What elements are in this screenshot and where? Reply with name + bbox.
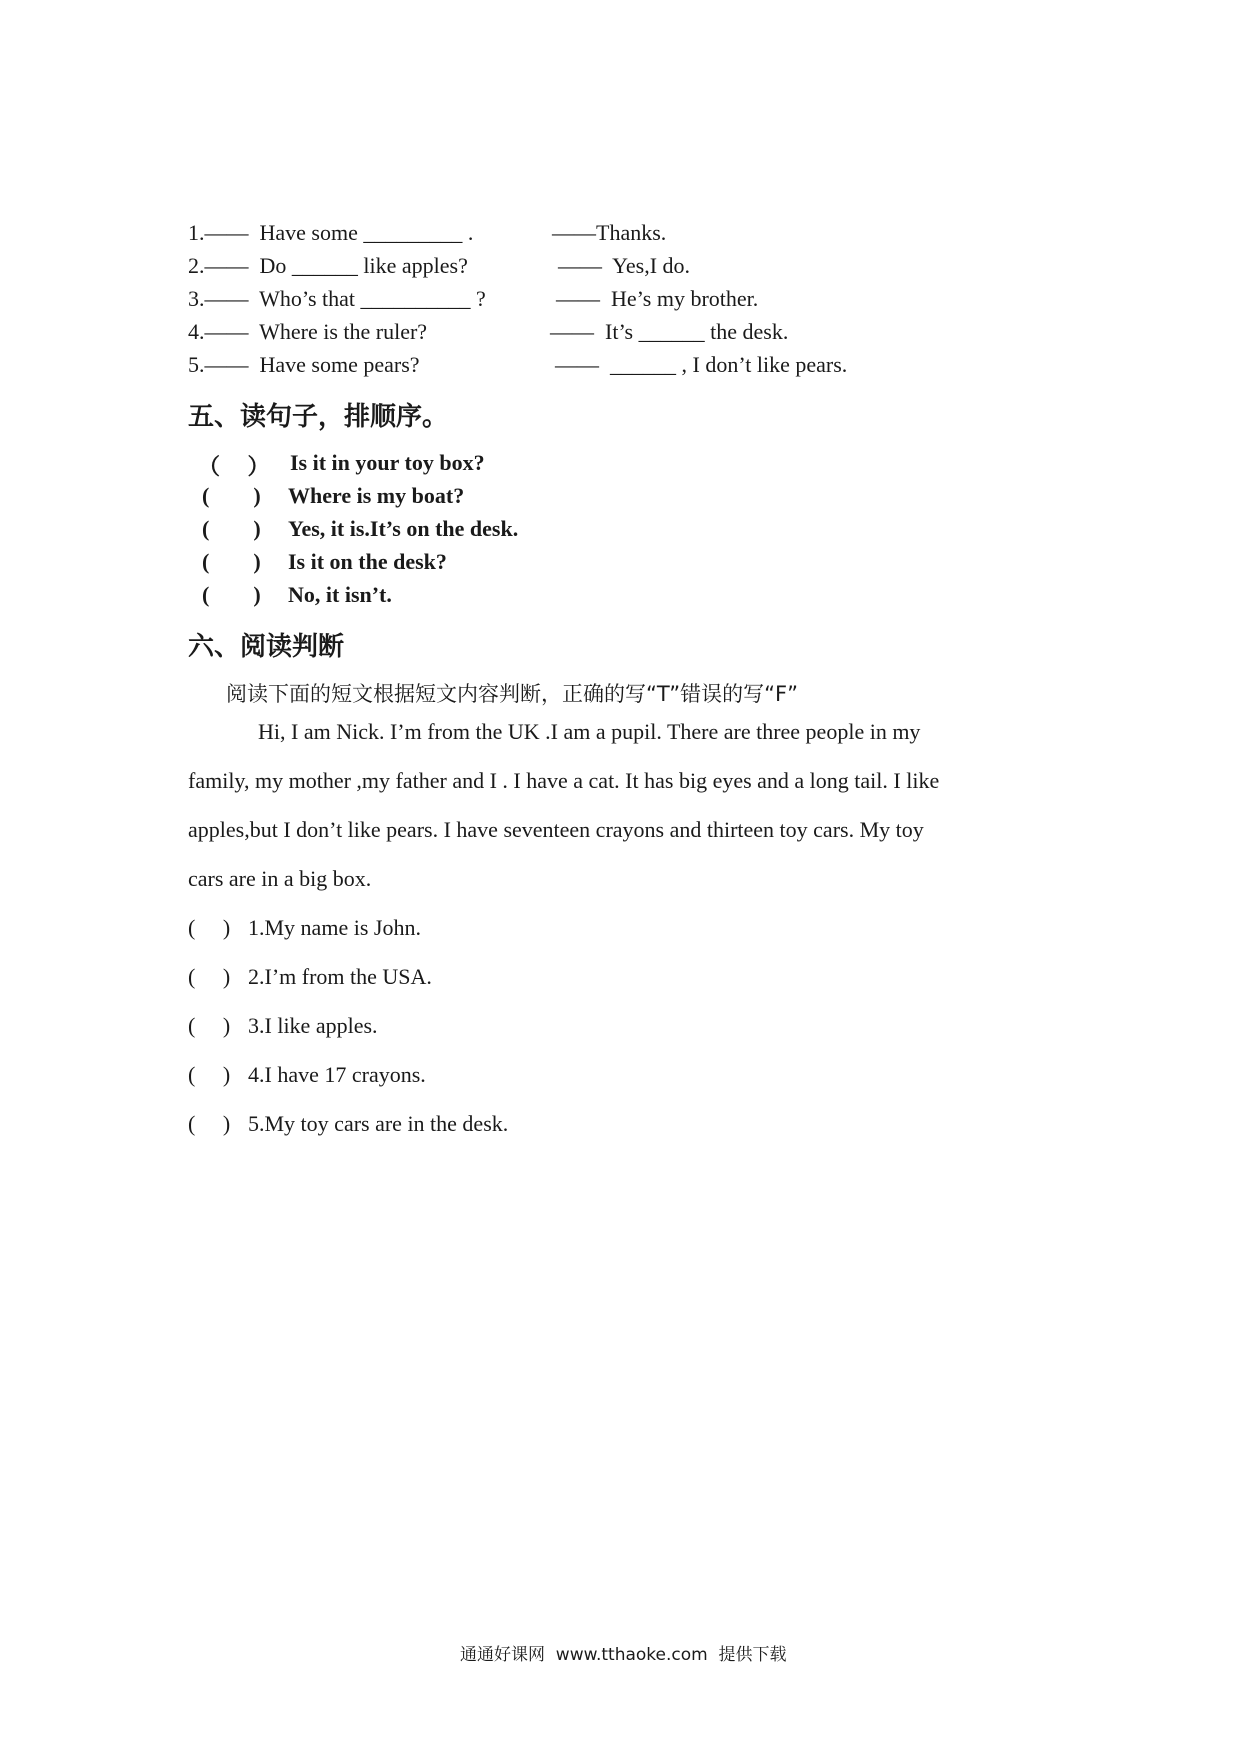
dialogue-2-question: 2.—— Do ______ like apples? [188,253,468,278]
section-6-instruction: 阅读下面的短文根据短文内容判断，正确的写“T”错误的写“F” [226,682,798,706]
statement-3-text: 3.I like apples. [248,1013,378,1038]
dialogue-1-question: 1.—— Have some _________ . [188,220,474,245]
dialogue-5-answer: —— ______ , I don’t like pears. [555,352,848,377]
statement-4-text: 4.I have 17 crayons. [248,1062,426,1087]
ordering-item-4-paren: ( ) [202,549,261,574]
ordering-item-4-text: Is it on the desk? [288,549,447,574]
statement-4-paren: ( ) [188,1062,231,1087]
dialogue-5-question: 5.—— Have some pears? [188,352,420,377]
ordering-item-2-text: Where is my boat? [288,483,465,508]
ordering-item-5-paren: ( ) [202,582,261,607]
ordering-item-3-paren: ( ) [202,516,261,541]
dialogue-2-answer: —— Yes,I do. [558,253,691,278]
dialogue-3-question: 3.—— Who’s that __________ ? [188,286,486,311]
ordering-item-1-text: Is it in your toy box? [290,450,485,475]
ordering-item-2-paren: ( ) [202,483,261,508]
statement-1-text: 1.My name is John. [248,915,421,940]
statement-5-text: 5.My toy cars are in the desk. [248,1111,509,1136]
ordering-item-5-text: No, it isn’t. [288,582,392,607]
passage-line: family, my mother ,my father and I . I have a cat. It has big eyes and a long tail. I like [188,768,940,793]
statement-3-paren: ( ) [188,1013,231,1038]
dialogue-1-answer: ——Thanks. [552,220,667,245]
dialogue-4-answer: —— It’s ______ the desk. [550,319,789,344]
statement-5-paren: ( ) [188,1111,231,1136]
statement-2-text: 2.I’m from the USA. [248,964,432,989]
ordering-item-1-paren: （ ） [198,454,270,479]
passage-line: apples,but I don’t like pears. I have seventeen crayons and thirteen toy cars. My toy [188,817,924,842]
passage-line: cars are in a big box. [188,866,372,891]
passage-line: Hi, I am Nick. I’m from the UK .I am a pupil. There are three people in my [258,719,921,744]
statement-2-paren: ( ) [188,964,231,989]
section-5-title: 五、读句子，排顺序。 [188,402,449,432]
section-6-title: 六、阅读判断 [188,632,345,662]
ordering-item-3-text: Yes, it is.It’s on the desk. [288,516,519,541]
statement-1-paren: ( ) [188,915,231,940]
dialogue-3-answer: —— He’s my brother. [556,286,759,311]
page-footer: 通通好课网 www.tthaoke.com 提供下载 [460,1645,787,1665]
dialogue-4-question: 4.—— Where is the ruler? [188,319,428,344]
